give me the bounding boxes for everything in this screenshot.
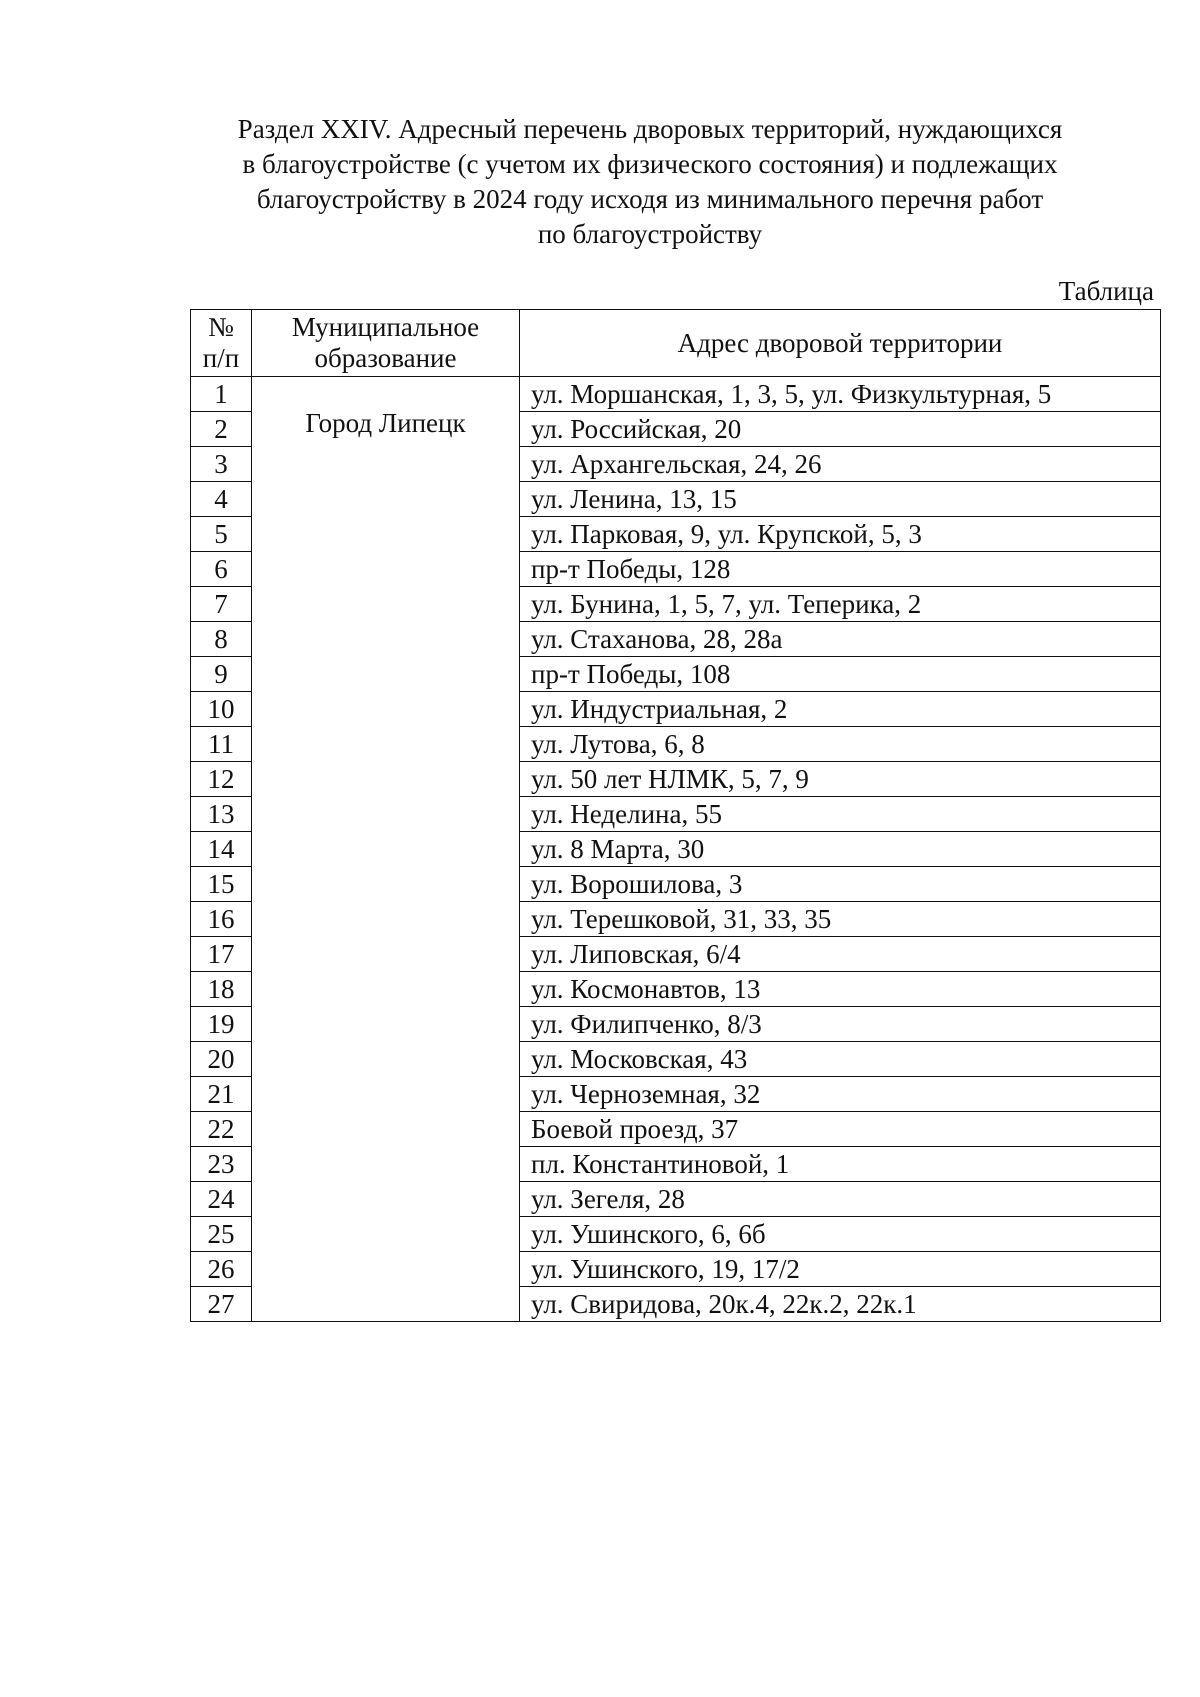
row-number-cell: 14	[191, 832, 252, 867]
header-number-symbol: №	[208, 312, 234, 342]
row-number-cell: 16	[191, 902, 252, 937]
row-number-cell: 5	[191, 517, 252, 552]
address-cell: ул. Филипченко, 8/3	[520, 1007, 1161, 1042]
row-number-cell: 13	[191, 797, 252, 832]
column-header-municipality	[252, 310, 520, 377]
heading-line: по благоустройству	[537, 219, 763, 249]
row-number-cell: 4	[191, 482, 252, 517]
address-cell: ул. Неделина, 55	[520, 797, 1161, 832]
table-row	[191, 377, 1161, 412]
address-cell: ул. Индустриальная, 2	[520, 692, 1161, 727]
address-cell: ул. Лутова, 6, 8	[520, 727, 1161, 762]
table-body	[191, 377, 1161, 1322]
heading-line: Раздел XXIV. Адресный перечень дворовых территорий, нуждающихся	[237, 114, 1063, 144]
column-header-address: Адрес дворовой территории	[520, 310, 1161, 377]
address-cell: ул. Ворошилова, 3	[520, 867, 1161, 902]
row-number-cell: 20	[191, 1042, 252, 1077]
address-cell: ул. Зегеля, 28	[520, 1182, 1161, 1217]
address-cell: ул. Бунина, 1, 5, 7, ул. Теперика, 2	[520, 587, 1161, 622]
address-cell: ул. Моршанская, 1, 3, 5, ул. Физкультурная, 5	[520, 377, 1161, 412]
row-number-cell: 19	[191, 1007, 252, 1042]
address-cell: ул. Стаханова, 28, 28а	[520, 622, 1161, 657]
address-cell: ул. Московская, 43	[520, 1042, 1161, 1077]
header-municipality-line2: образование	[314, 343, 457, 373]
address-cell: ул. Свиридова, 20к.4, 22к.2, 22к.1	[520, 1287, 1161, 1322]
row-number-cell: 2	[191, 412, 252, 447]
address-cell: ул. Ушинского, 19, 17/2	[520, 1252, 1161, 1287]
row-number-cell: 6	[191, 552, 252, 587]
document-heading	[180, 112, 1120, 252]
address-cell: ул. 8 Марта, 30	[520, 832, 1161, 867]
row-number-cell: 1	[191, 377, 252, 412]
row-number-cell: 25	[191, 1217, 252, 1252]
row-number-cell: 7	[191, 587, 252, 622]
row-number-cell: 21	[191, 1077, 252, 1112]
row-number-cell: 9	[191, 657, 252, 692]
row-number-cell: 3	[191, 447, 252, 482]
row-number-cell: 26	[191, 1252, 252, 1287]
row-number-cell: 18	[191, 972, 252, 1007]
header-municipality-line1: Муниципальное	[291, 312, 480, 342]
row-number-cell: 24	[191, 1182, 252, 1217]
address-cell: ул. Терешковой, 31, 33, 35	[520, 902, 1161, 937]
table-caption: Таблица	[1058, 276, 1154, 306]
address-cell: Боевой проезд, 37	[520, 1112, 1161, 1147]
address-cell: ул. Парковая, 9, ул. Крупской, 5, 3	[520, 517, 1161, 552]
column-header-number	[191, 310, 252, 377]
heading-line: в благоустройстве (с учетом их физического состояния) и подлежащих	[242, 149, 1058, 179]
address-table	[190, 309, 1161, 1322]
row-number-cell: 27	[191, 1287, 252, 1322]
address-cell: ул. Космонавтов, 13	[520, 972, 1161, 1007]
address-cell: ул. Липовская, 6/4	[520, 937, 1161, 972]
address-cell: пр-т Победы, 128	[520, 552, 1161, 587]
address-cell: ул. Ленина, 13, 15	[520, 482, 1161, 517]
address-cell: ул. 50 лет НЛМК, 5, 7, 9	[520, 762, 1161, 797]
table-header-row	[191, 310, 1161, 377]
municipality-cell: Город Липецк	[252, 377, 520, 1322]
address-cell: ул. Российская, 20	[520, 412, 1161, 447]
address-cell: ул. Черноземная, 32	[520, 1077, 1161, 1112]
address-cell: ул. Архангельская, 24, 26	[520, 447, 1161, 482]
row-number-cell: 23	[191, 1147, 252, 1182]
row-number-cell: 11	[191, 727, 252, 762]
row-number-cell: 22	[191, 1112, 252, 1147]
address-cell: пр-т Победы, 108	[520, 657, 1161, 692]
row-number-cell: 10	[191, 692, 252, 727]
row-number-cell: 12	[191, 762, 252, 797]
row-number-cell: 8	[191, 622, 252, 657]
row-number-cell: 15	[191, 867, 252, 902]
heading-line: благоустройству в 2024 году исходя из минимального перечня работ	[256, 184, 1044, 214]
row-number-cell: 17	[191, 937, 252, 972]
header-number-label: п/п	[202, 343, 240, 373]
address-cell: ул. Ушинского, 6, 6б	[520, 1217, 1161, 1252]
address-cell: пл. Константиновой, 1	[520, 1147, 1161, 1182]
